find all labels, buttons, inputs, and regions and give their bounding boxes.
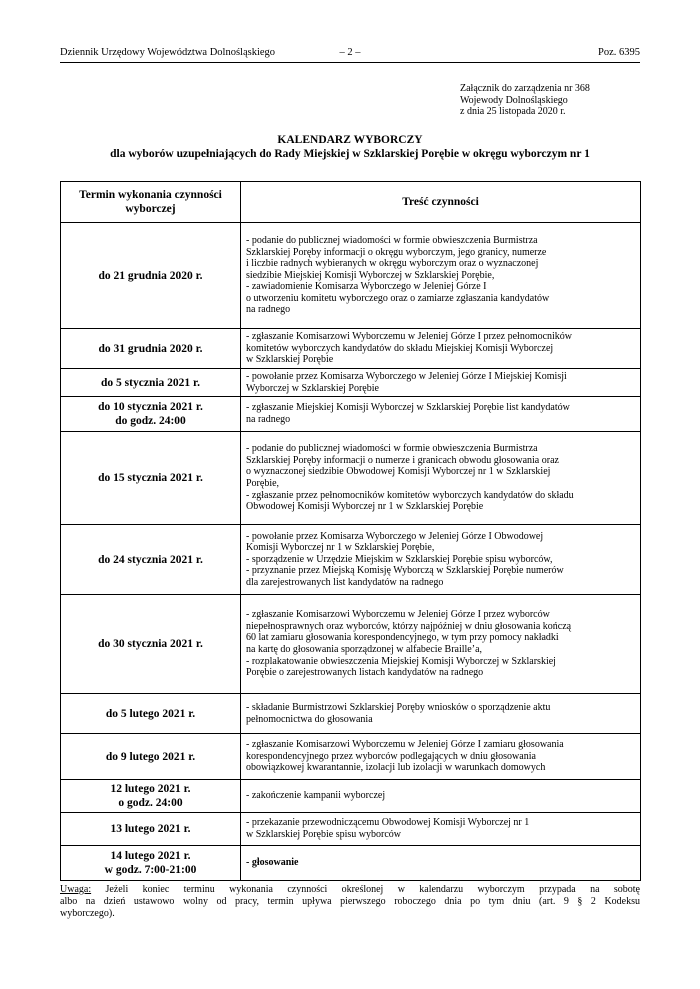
note-line: albo na dzień ustawowo wolny od pracy, termin upływa pierwszego roboczego dnia po tym dniu (art. 9 § 2 Kodeksu — [60, 896, 640, 907]
term-line: do godz. 24:00 — [115, 415, 186, 427]
content-line: - składanie Burmistrzowi Szklarskiej Poręby wniosków o sporządzenie aktu — [246, 701, 551, 713]
content-line: w Szklarskiej Porębie spisu wyborców — [246, 829, 401, 840]
content-line: na radnego — [246, 304, 291, 316]
page-header — [60, 47, 640, 61]
content-line: Szklarskiej Poręby informacji o okręgu wyborczym, jego granicy, numerze — [246, 246, 547, 258]
term-cell — [61, 397, 241, 432]
term-line: do 24 stycznia 2021 r. — [98, 553, 203, 566]
content-line: i liczbie radnych wybieranych w okręgu wyborczym oraz o wyznaczonej — [246, 258, 539, 270]
term-line: o godz. 24:00 — [118, 797, 183, 809]
content-line: o utworzeniu komitetu wyborczego oraz o zamiarze zgłaszania kandydatów — [246, 292, 550, 304]
term-cell — [61, 694, 241, 734]
title-main: KALENDARZ WYBORCZY — [277, 134, 423, 146]
content-line: pełnomocnictwa do głosowania — [246, 713, 373, 725]
annex-line: Załącznik do zarządzenia nr 368 — [460, 83, 590, 94]
note-line — [60, 884, 640, 896]
content-line: - zgłaszanie Komisarzowi Wyborczemu w Jeleniej Górze I przez pełnomocników — [246, 331, 573, 343]
content-cell — [241, 595, 641, 694]
title-sub: dla wyborów uzupełniających do Rady Miejskiej w Szklarskiej Porębie w okręgu wyborczym nr 1 — [110, 148, 590, 160]
content-cell — [241, 525, 641, 595]
content-line: - powołanie przez Komisarza Wyborczego w Jeleniej Górze I Miejskiej Komisji — [246, 370, 567, 382]
table-row — [61, 525, 641, 595]
table-header-row — [61, 182, 641, 223]
content-cell — [241, 734, 641, 780]
content-line: Obwodowej Komisji Wyborczej nr 1 w Szklarskiej Porębie — [246, 501, 484, 513]
content-line: obowiązkowej kwarantannie, izolacji lub izolacji w warunkach domowych — [246, 762, 546, 774]
content-line: - głosowanie — [246, 857, 299, 869]
content-line: - sporządzenie w Urzędzie Miejskim w Szklarskiej Porębie spisu wyborców, — [246, 553, 553, 565]
term-line: do 30 stycznia 2021 r. — [98, 638, 203, 650]
table-row — [61, 846, 641, 881]
content-line: - zgłaszanie Komisarzowi Wyborczemu w Jeleniej Górze I zamiaru głosowania — [246, 739, 564, 751]
table-row — [61, 595, 641, 694]
content-line: - zgłaszanie Miejskiej Komisji Wyborczej w Szklarskiej Porębie list kandydatów — [246, 402, 570, 414]
content-cell — [241, 780, 641, 813]
content-line: - przekazanie przewodniczącemu Obwodowej Komisji Wyborczej nr 1 — [246, 817, 530, 829]
term-cell — [61, 780, 241, 813]
table-row — [61, 694, 641, 734]
content-line: - podanie do publicznej wiadomości w formie obwieszczenia Burmistrza — [246, 443, 538, 455]
content-column-header: Treść czynności — [241, 182, 641, 223]
note-label: Uwaga: — [60, 884, 92, 895]
content-line: - rozplakatowanie obwieszczenia Miejskiej Komisji Wyborczej w Szklarskiej — [246, 655, 556, 667]
content-cell — [241, 694, 641, 734]
term-cell — [61, 432, 241, 525]
content-line: w Szklarskiej Porębie — [246, 354, 334, 366]
content-line: na kartę do głosowania sporządzonej w alfabecie Braille’a, — [246, 644, 483, 655]
content-cell — [241, 846, 641, 881]
term-line: 13 lutego 2021 r. — [110, 823, 191, 835]
term-line: do 31 grudnia 2020 r. — [98, 342, 203, 355]
note-text: Jeżeli koniec terminu wykonania czynności określonej w kalendarzu wyborczym przypada na sobotę — [91, 884, 640, 895]
term-line: w godz. 7:00-21:00 — [104, 864, 197, 876]
content-cell — [241, 813, 641, 846]
term-cell — [61, 525, 241, 595]
content-cell — [241, 369, 641, 397]
content-line: Komisji Wyborczej nr 1 w Szklarskiej Porębie, — [246, 542, 435, 554]
content-line: na radnego — [246, 414, 291, 425]
content-cell — [241, 329, 641, 369]
table-row — [61, 734, 641, 780]
table-row — [61, 432, 641, 525]
annex-line: z dnia 25 listopada 2020 r. — [460, 106, 566, 117]
annex-note — [460, 83, 590, 118]
footnote — [60, 884, 640, 920]
content-line: - zawiadomienie Komisarza Wyborczego w Jeleniej Górze I — [246, 281, 487, 293]
content-cell — [241, 432, 641, 525]
content-line: - zgłaszanie przez pełnomocników komitetów wyborczych kandydatów do składu — [246, 489, 574, 501]
content-line: Porębie, — [246, 478, 280, 489]
content-line: Szklarskiej Poręby informacji o numerze i granicach obwodu głosowania oraz — [246, 454, 559, 466]
position-number: Poz. 6395 — [598, 47, 640, 58]
term-line: 14 lutego 2021 r. — [110, 850, 191, 862]
election-calendar-table — [60, 181, 641, 881]
content-line: Porębie o zarejestrowanych listach kandydatów na radnego — [246, 667, 484, 679]
annex-line: Wojewody Dolnośląskiego — [460, 94, 568, 106]
term-cell — [61, 223, 241, 329]
term-line: do 9 lutego 2021 r. — [105, 750, 196, 763]
term-line: 12 lutego 2021 r. — [110, 783, 191, 795]
page-number: – 2 – — [339, 47, 361, 58]
term-line: do 21 grudnia 2020 r. — [98, 269, 203, 282]
term-cell — [61, 595, 241, 694]
term-line: do 5 lutego 2021 r. — [105, 707, 196, 720]
content-cell — [241, 397, 641, 432]
content-line: korespondencyjnego przez wyborców podlegających w dniu głosowania — [246, 750, 536, 762]
term-cell — [61, 734, 241, 780]
term-line: do 10 stycznia 2021 r. — [98, 401, 203, 413]
term-cell — [61, 846, 241, 881]
content-line: - zakończenie kampanii wyborczej — [246, 790, 386, 802]
table-row — [61, 369, 641, 397]
table-row — [61, 397, 641, 432]
content-line: siedzibie Miejskiej Komisji Wyborczej w Szklarskiej Porębie, — [246, 269, 495, 281]
content-line: - przyznanie przez Miejską Komisję Wyborczą w Szklarskiej Porębie numerów — [246, 565, 564, 577]
term-line: do 15 stycznia 2021 r. — [98, 472, 203, 484]
table-row — [61, 780, 641, 813]
term-line: do 5 stycznia 2021 r. — [101, 376, 200, 389]
header-rule — [60, 62, 640, 63]
term-column-header: Termin wykonania czynności wyborczej — [61, 182, 241, 223]
content-line: - zgłaszanie Komisarzowi Wyborczemu w Jeleniej Górze I przez wyborców — [246, 609, 550, 621]
content-line: komitetów wyborczych kandydatów do składu Miejskiej Komisji Wyborczej — [246, 342, 554, 354]
note-line: wyborczego). — [60, 908, 115, 919]
content-line: - powołanie przez Komisarza Wyborczego w Jeleniej Górze I Obwodowej — [246, 530, 544, 542]
table-row — [61, 813, 641, 846]
content-line: 60 lat zamiaru głosowania korespondencyjnego, w tym przy pomocy nakładki — [246, 632, 559, 644]
content-line: - podanie do publicznej wiadomości w formie obwieszczenia Burmistrza — [246, 234, 538, 246]
content-line: niepełnosprawnych oraz wyborców, którzy najpóźniej w dniu głosowania kończą — [246, 620, 572, 632]
content-cell — [241, 223, 641, 329]
term-cell — [61, 329, 241, 369]
journal-name: Dziennik Urzędowy Województwa Dolnośląskiego — [60, 47, 276, 58]
table-row — [61, 223, 641, 329]
document-title — [40, 133, 660, 161]
content-line: dla zarejestrowanych list kandydatów na radnego — [246, 576, 444, 588]
term-cell — [61, 369, 241, 397]
term-cell — [61, 813, 241, 846]
content-line: o wyznaczonej siedzibie Obwodowej Komisji Wyborczej nr 1 w Szklarskiej — [246, 466, 551, 478]
table-row — [61, 329, 641, 369]
content-line: Wyborczej w Szklarskiej Porębie — [246, 382, 379, 394]
